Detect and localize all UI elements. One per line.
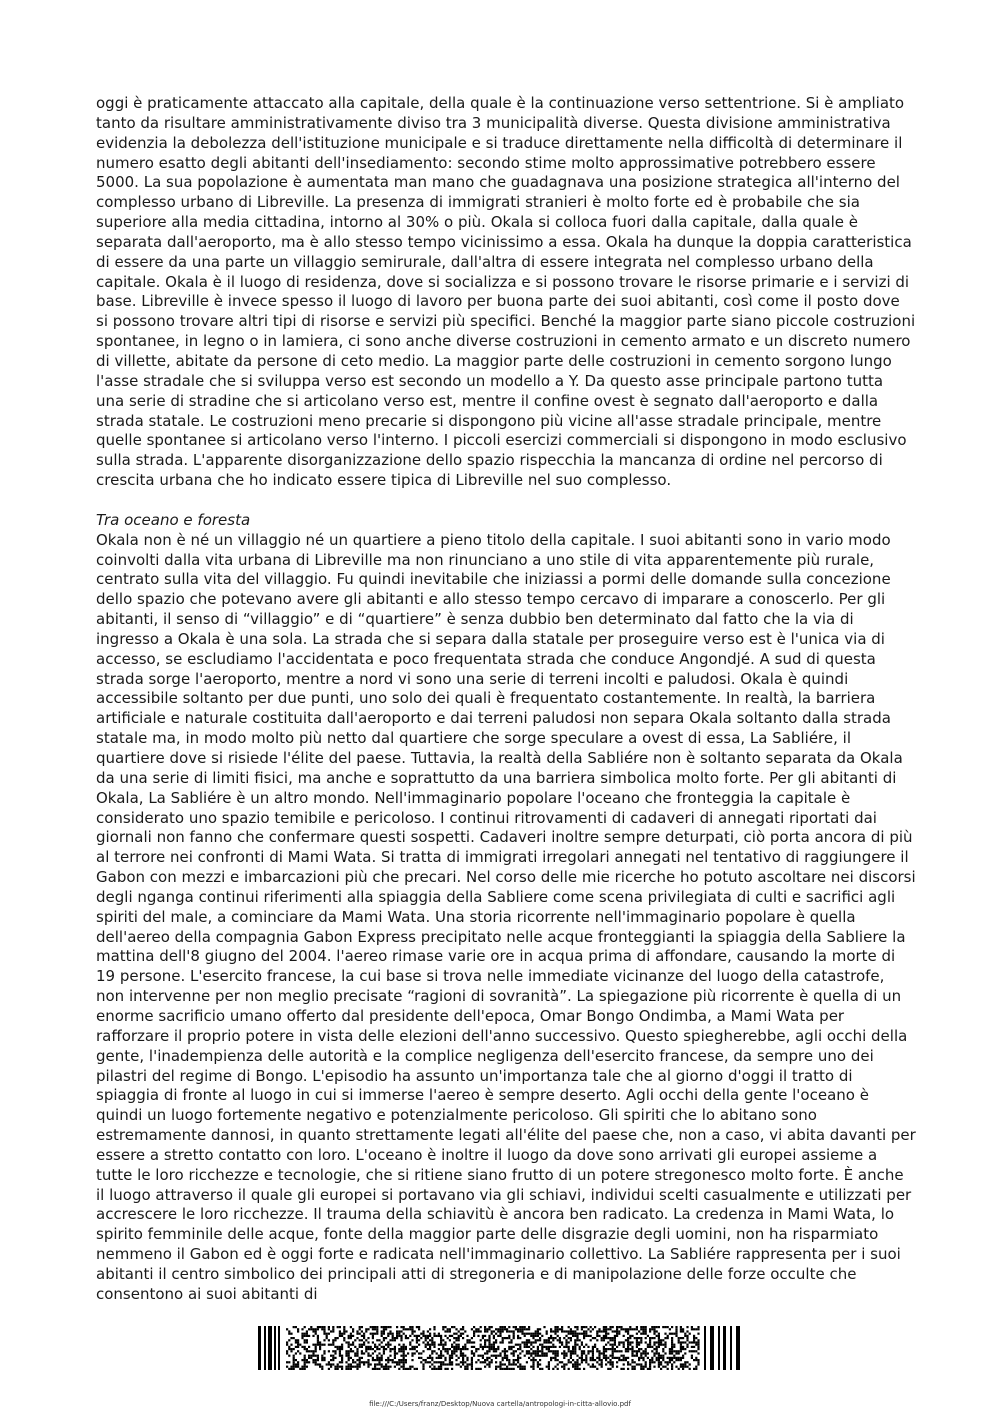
paragraph-1: oggi è praticamente attaccato alla capitale, della quale è la continuazione verso settentrione. Si è ampliato tanto da risultare amministrativamente diviso tra 3 municipalità diverse. Questa divisione amministrativa evidenzia la debolezza dell'istituzione municipale e si traduce direttamente nella difficoltà di determinare il numero esatto degli abitanti dell'insediamento: secondo stime molto approssimative potrebbero essere 5000. La sua popolazione è aumentata man mano che guadagnava una posizione strategica all'interno del complesso urbano di Libreville. La presenza di immigrati stranieri è molto forte ed è probabile che sia superiore alla media cittadina, intorno al 30% o più. Okala si colloca fuori dalla capitale, dalla quale è separata dall'aeroporto, ma è allo stesso tempo vicinissimo a essa. Okala ha dunque la doppia caratteristica di essere da una parte un villaggio semirurale, dall'altra di essere integrata nel complesso urbano della capitale. Okala è il luogo di residenza, dove si socializza e si possono trovare le risorse primarie e i servizi di base. Libreville è invece spesso il luogo di lavoro per buona parte dei suoi abitanti, così come il posto dove si possono trovare altri tipi di risorse e servizi più specifici. Benché la maggior parte siano piccole costruzioni spontanee, in legno o in lamiera, ci sono anche diverse costruzioni in cemento armato e un discreto numero di villette, abitate da persone di ceto medio. La maggior parte delle costruzioni in cemento sorgono lungo l'asse stradale che si sviluppa verso est secondo un modello a Y. Da questo asse principale partono tutta una serie di stradine che si articolano verso est, mentre il confine ovest è segnato dall'aeroporto e dalla strada statale. Le costruzioni meno precarie si dispongono più vicine all'asse stradale principale, mentre quelle spontanee si articolano verso l'interno. I piccoli esercizi commerciali si dispongono in modo esclusivo sulla strada. L'apparente disorganizzazione dello spazio rispecchia la mancanza di ordine nel percorso di crescita urbana che ho indicato essere tipica di Libreville nel suo complesso. [96,94,916,490]
section-heading: Tra oceano e foresta [96,510,251,529]
barcode-icon [258,1326,742,1370]
paragraph-gap [96,491,916,511]
paragraph-2: Okala non è né un villaggio né un quartiere a pieno titolo della capitale. I suoi abitanti sono in vario modo coinvolti dalla vita urbana di Libreville ma non rinunciano a uno stile di vita apparentemente più rurale, centrato sulla vita del villaggio. Fu quindi inevitabile che iniziassi a pormi delle domande sulla concezione dello spazio che potevano avere gli abitanti e allo stesso tempo cercavo di imparare a conoscerlo. Per gli abitanti, il senso di “villaggio” e di “quartiere” è senza dubbio ben determinato dal fatto che la via di ingresso a Okala è una sola. La strada che si separa dalla statale per proseguire verso est è l'unica via di accesso, se escludiamo l'accidentata e poco frequentata strada che conduce Angondjé. A sud di questa strada sorge l'aeroporto, mentre a nord vi sono una serie di terreni incolti e paludosi. Okala è quindi accessibile soltanto per due punti, uno solo dei quali è frequentato costantemente. In realtà, la barriera artificiale e naturale costituita dall'aeroporto e dai terreni paludosi non separa Okala soltanto dalla strada statale ma, in modo molto più netto dal quartiere che sorge speculare a ovest di essa, La Sabliére, il quartiere dove si risiede l'élite del paese. Tuttavia, la realtà della Sabliére non è soltanto separata da Okala da una serie di limiti fisici, ma anche e soprattutto da una barriera simbolica molto forte. Per gli abitanti di Okala, La Sabliére è un altro mondo. Nell'immaginario popolare l'oceano che fronteggia la capitale è considerato uno spazio temibile e pericoloso. I continui ritrovamenti di cadaveri di annegati riportati dai giornali non fanno che confermare questi sospetti. Cadaveri inoltre sempre deturpati, ciò porta ancora di più al terrore nei confronti di Mami Wata. Si tratta di immigrati irregolari annegati nel tentativo di raggiungere il Gabon con mezzi e imbarcazioni più che precari. Nel corso delle mie ricerche ho potuto ascoltare nei discorsi degli nganga continui riferimenti alla spiaggia della Sabliere come scena privilegiata di culti e sacrifici agli spiriti del male, a cominciare da Mami Wata. Una storia ricorrente nell'immaginario popolare è quella dell'aereo della compagnia Gabon Express precipitato nelle acque fronteggianti la spiaggia della Sabliere la mattina dell'8 giugno del 2004. l'aereo rimase varie ore in acqua prima di affondare, causando la morte di 19 persone. L'esercito francese, la cui base si trova nelle immediate vicinanze del luogo della catastrofe, non intervenne per non meglio precisate “ragioni di sovranità”. La spiegazione più ricorrente è quella di un enorme sacrificio umano offerto dal presidente dell'epoca, Omar Bongo Ondimba, a Mami Wata per rafforzare il proprio potere in vista delle elezioni dell'anno successivo. Questo spiegherebbe, agli occhi della gente, l'inadempienza delle autorità e la complice negligenza dell'esercito francese, da sempre uno dei pilastri del regime di Bongo. L'episodio ha assunto un'importanza tale che al giorno d'oggi il tratto di spiaggia di fronte al luogo in cui si immerse l'aereo è sempre deserto. Agli occhi della gente l'oceano è quindi un luogo fortemente negativo e potenzialmente pericoloso. Gli spiriti che lo abitano sono estremamente dannosi, in quanto strettamente legati all'élite del paese che, non a caso, vi abita davanti per essere a stretto contatto con loro. L'oceano è inoltre il luogo da dove sono arrivati gli europei assieme a tutte le loro ricchezze e tecnologie, che si ritiene siano frutto di un potere stregonesco molto forte. È anche il luogo attraverso il quale gli europei si portavano via gli schiavi, individui scelti casualmente e utilizzati per accrescere le loro ricchezze. Il trauma della schiavitù è ancora ben radicato. La credenza in Mami Wata, lo spirito femminile delle acque, fonte della maggior parte delle disgrazie degli uomini, non ha risparmiato nemmeno il Gabon ed è oggi forte e radicata nell'immaginario collettivo. La Sabliére rappresenta per i suoi abitanti il centro simbolico dei principali atti di stregoneria e di manipolazione delle forze occulte che consentono ai suoi abitanti di [96,530,916,1303]
body-text [96,94,916,1305]
file-path: file:///C:/Users/franz/Desktop/Nuova cartella/antropologi-in-citta-allovio.pdf [369,1400,631,1408]
barcode-graphic [258,1326,742,1370]
